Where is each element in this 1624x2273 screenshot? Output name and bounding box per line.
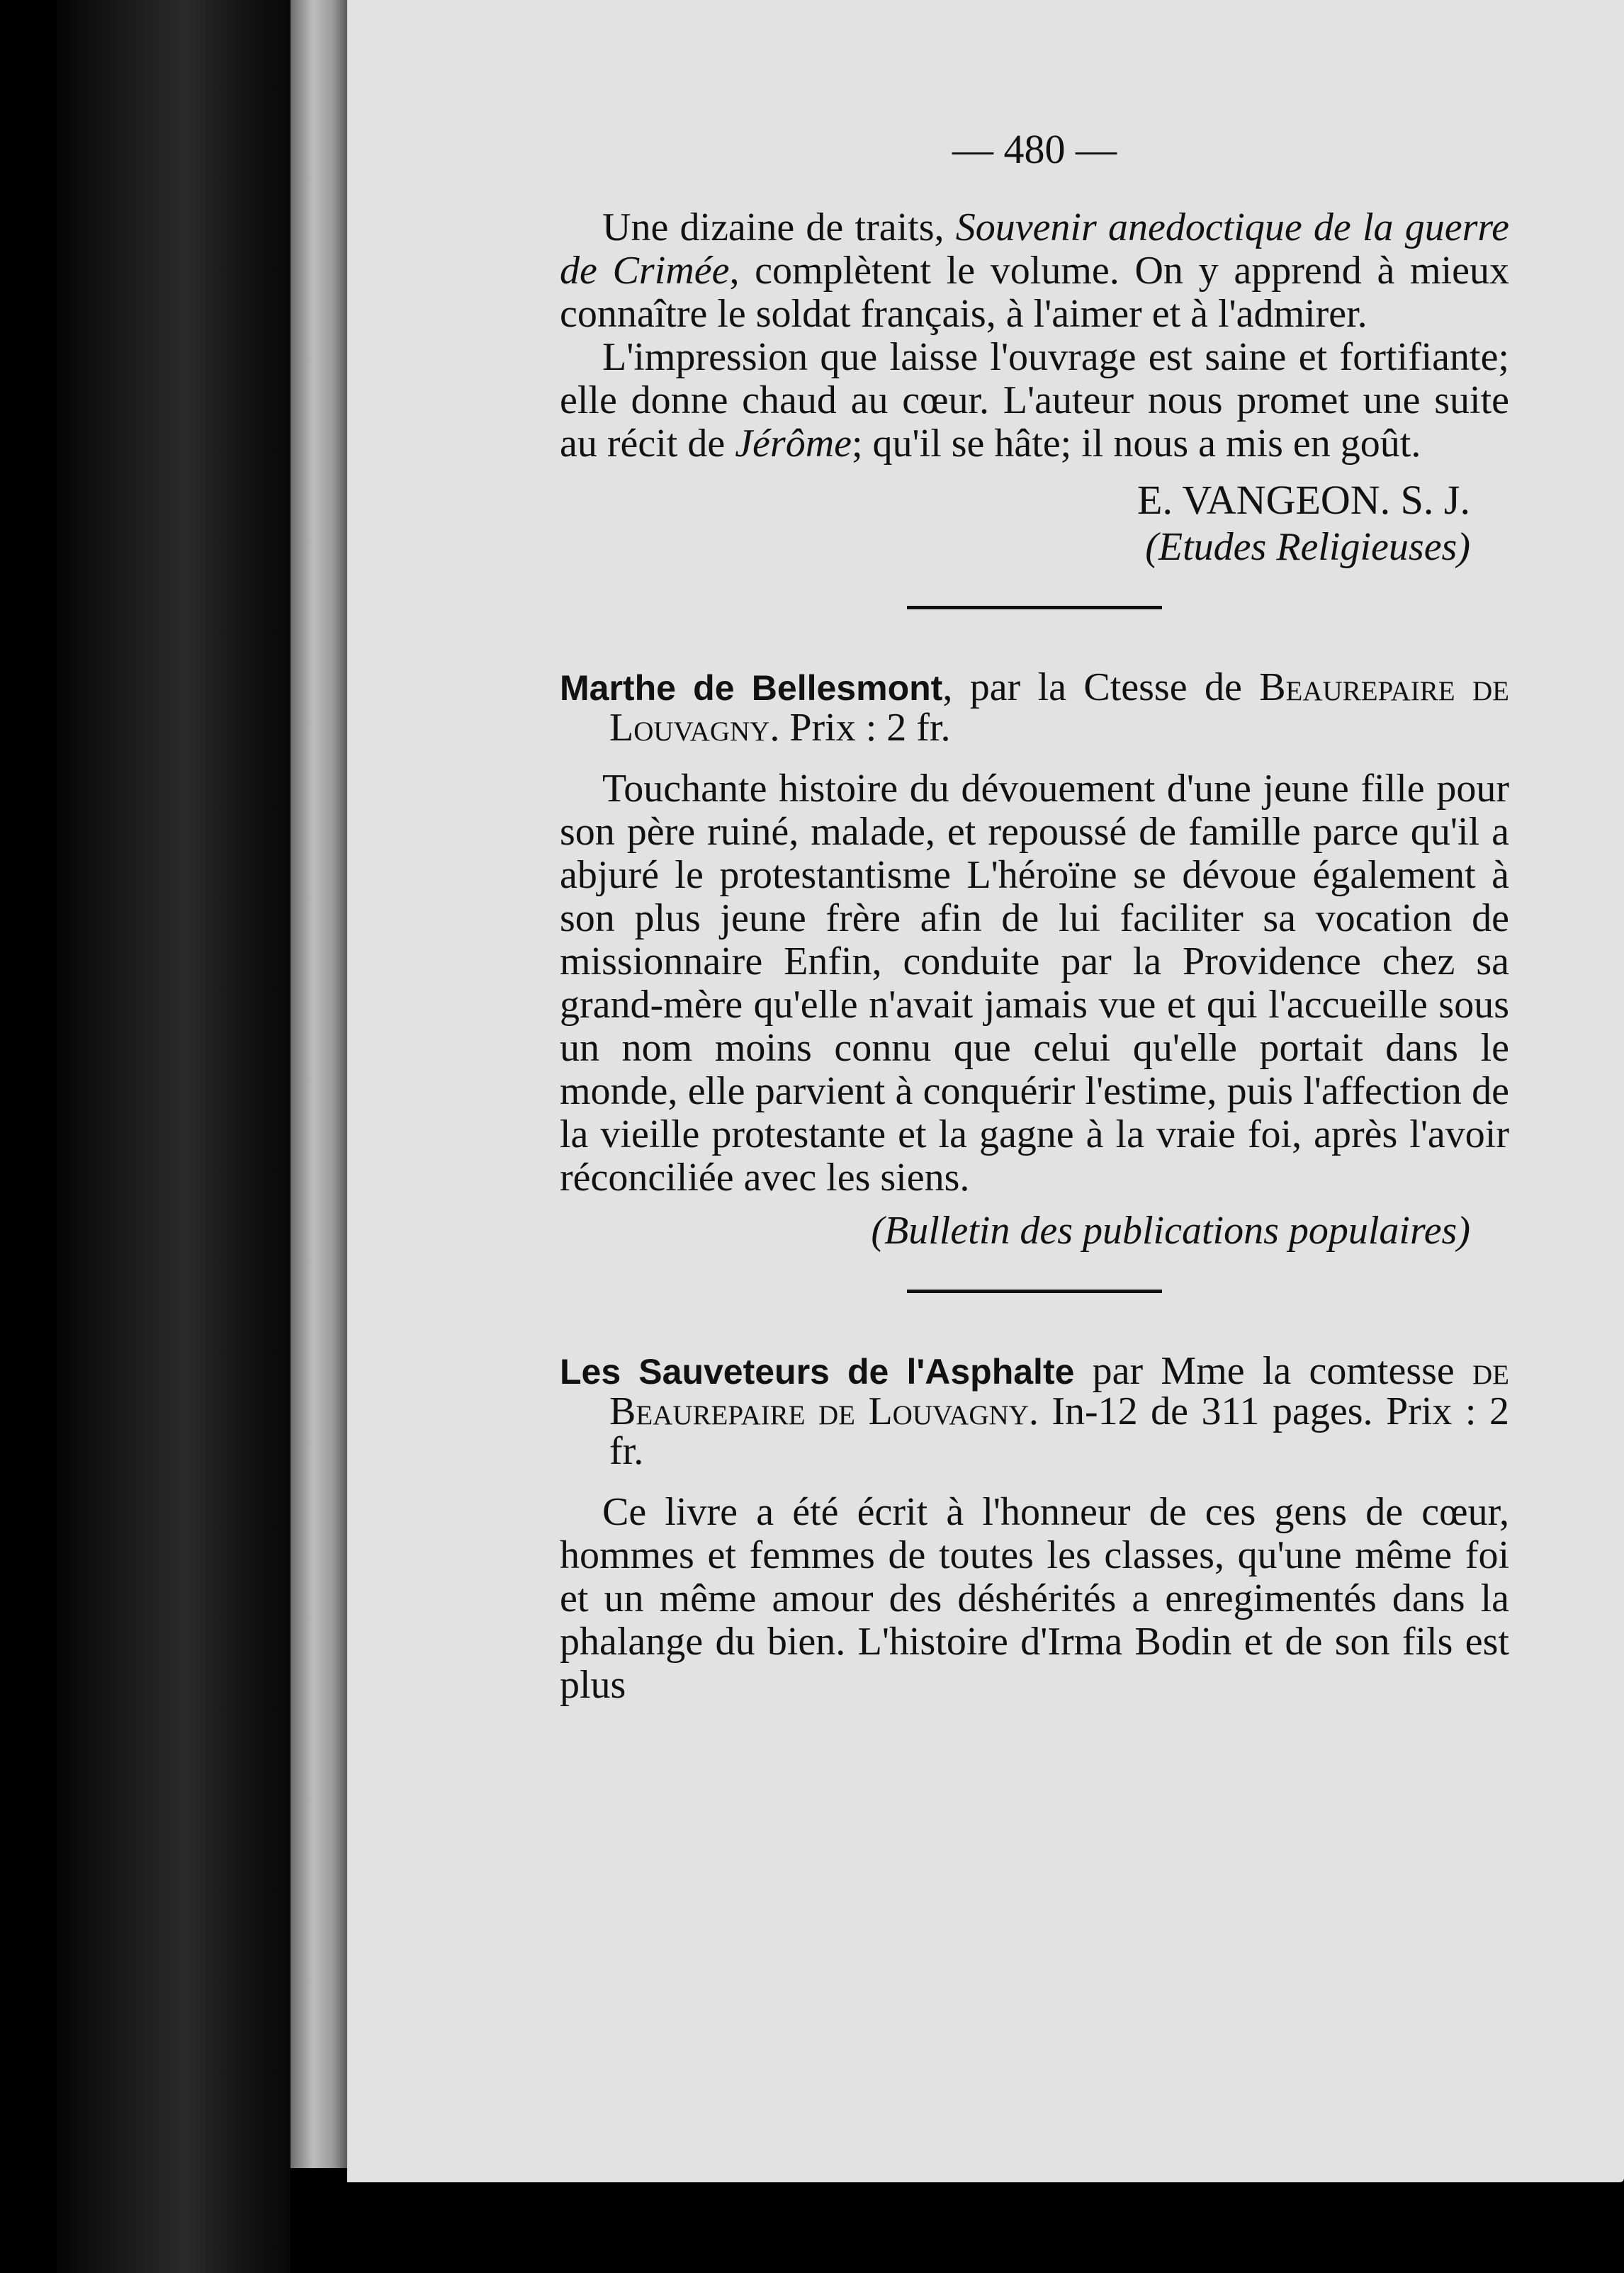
book-author: Beaurepaire de Louvagny (609, 665, 1509, 750)
book-title: Les Sauveteurs de l'Asphalte (560, 1352, 1075, 1392)
section-divider (907, 1290, 1162, 1293)
book-title-italic: Souvenir anedoctique de la guerre de Crimée (560, 205, 1509, 293)
section-divider (907, 606, 1162, 609)
book-entry-heading: Les Sauveteurs de l'Asphalte par Mme la comtesse de Beaurepaire de Louvagny. In-12 de 311 pages. Prix : 2 fr. (560, 1349, 1509, 1473)
review-signature: E. VANGEON. S. J. (1137, 477, 1470, 523)
book-entry-heading: Marthe de Bellesmont, par la Ctesse de Beaurepaire de Louvagny. Prix : 2 fr. (560, 665, 1509, 750)
page-edge (291, 0, 347, 2168)
review-paragraph-2: L'impression que laisse l'ouvrage est saine et fortifiante; elle donne chaud au cœur. L'auteur nous promet une suite au récit de Jérôme; qu'il se hâte; il nous a mis en goût. (560, 335, 1509, 466)
book-binding (57, 0, 291, 2273)
review-source: (Etudes Religieuses) (1145, 525, 1470, 569)
book-review-text: Ce livre a été écrit à l'honneur de ces gens de cœur, hommes et femmes de toutes les classes, qu'une même foi et un même amour des déshérités a enregimentés dans la phalange du bien. L'histoire d'Irma Bodin et de son fils est plus (560, 1490, 1509, 1707)
character-name-italic: Jérôme (735, 422, 852, 466)
book-author: de Beaurepaire de Louvagny (609, 1349, 1509, 1433)
page-content (560, 128, 1509, 1707)
book-review-text: Touchante histoire du dévouement d'une jeune fille pour son père ruiné, malade, et repoussé de famille parce qu'il a abjuré le protestantisme L'héroïne se dévoue également à son plus jeune frère afin de lui faciliter sa vocation de missionnaire Enfin, conduite par la Providence chez sa grand-mère qu'elle n'avait jamais vue et qui l'accueille sous un nom moins connu que celui qu'elle portait dans le monde, elle parvient à conquérir l'estime, puis l'affection de la vieille protestante et la gagne à la vraie foi, après l'avoir réconciliée avec les siens. (560, 767, 1509, 1200)
book-review-source: (Bulletin des publications populaires) (871, 1209, 1470, 1253)
book-title: Marthe de Bellesmont (560, 668, 943, 708)
review-paragraph-1: Une dizaine de traits, Souvenir anedoctique de la guerre de Crimée, complètent le volume. On y apprend à mieux connaître le soldat français, à l'aimer et à l'admirer. (560, 205, 1509, 336)
book-price: . Prix : 2 fr. (769, 706, 951, 750)
book-details: . In-12 de 311 pages. Prix : 2 fr. (609, 1389, 1509, 1473)
page-number: — 480 — (952, 126, 1117, 172)
